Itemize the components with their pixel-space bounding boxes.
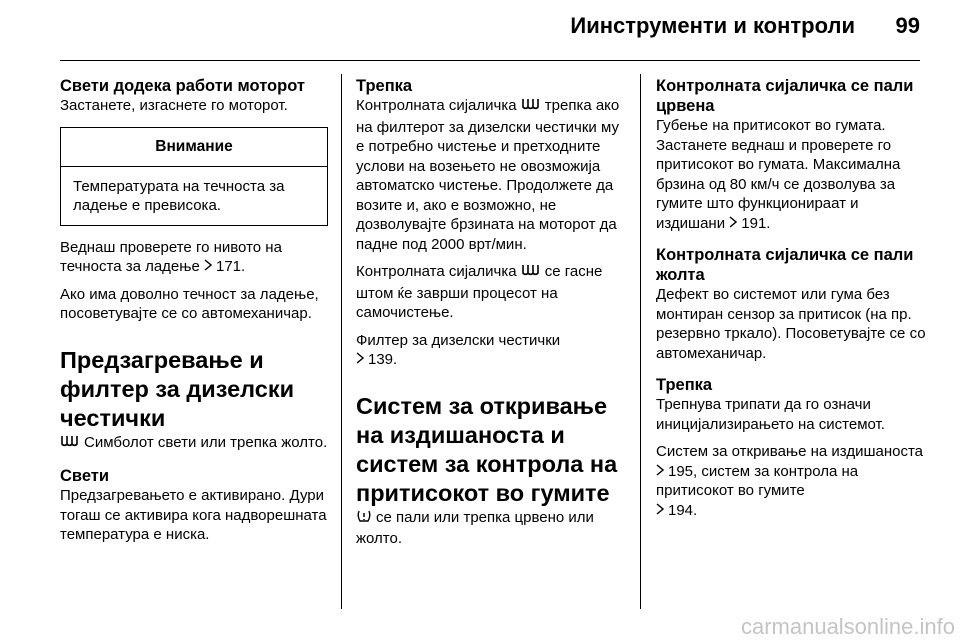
paragraph-enough-coolant: Ако има доволно течност за ладење, посоветувајте се со автомеханичар. <box>60 285 319 322</box>
page-header-title: Иинструменти и контроли <box>570 13 855 38</box>
column-divider-1 <box>341 74 342 609</box>
preheat-coil-icon <box>521 262 541 284</box>
paragraph-filter-ref: Филтер за дизелски честички 139. <box>356 331 561 368</box>
section-heading-flashing: Трепка <box>356 77 413 95</box>
warning-text: Температурата на течноста за ладење е превисока. <box>73 177 285 214</box>
header-divider <box>60 60 920 61</box>
column-1 <box>60 76 328 545</box>
section-heading-tyre-system: Систем за откривање на издишаноста и систем за контрола на притисокот во гумите <box>356 392 618 506</box>
warning-box <box>60 127 328 226</box>
watermark: carmanualsonline.info <box>740 614 955 639</box>
column-divider-2 <box>640 74 641 609</box>
page-reference-link[interactable]: 191. <box>741 214 771 232</box>
paragraph-flashing: Контролната сијаличка трепка ако на филтерот за дизелски честички му е потребно чистење и претходните услови на возењето не овозможија автоматско чистење. Продолжете да возите и, ако е возможно, не дозволувајте брзината на моторот да падне под 2000 врт/мин. <box>356 97 620 253</box>
warning-title: Внимание <box>61 128 327 167</box>
paragraph-symbol: Симболот свети или трепка жолто. <box>60 433 328 455</box>
paragraph-system-refs: Систем за откривање на издишаноста 195, систем за контрола на притисокот во гумите 194. <box>656 443 924 519</box>
paragraph-check-coolant: Веднаш проверете го нивото на течноста за ладење 171. <box>60 238 282 275</box>
section-heading-running: Свети додека работи моторот <box>60 77 305 95</box>
section-heading-red: Контролната сијаличка се пали црвена <box>656 77 914 115</box>
paragraph-system-fault: Дефект во системот или гума без монтиран сензор за притисок (на пр. резервно тркало). Посоветувајте се со автомеханичар. <box>656 286 926 362</box>
paragraph-light-off: Контролната сијаличка се гасне штом ќе заврши процесот на самочистење. <box>356 263 603 321</box>
page-reference-link[interactable]: 194. <box>668 501 698 519</box>
section-heading-yellow: Контролната сијаличка се пали жолта <box>656 246 914 284</box>
page-reference-link[interactable]: 171. <box>215 258 246 275</box>
section-text: Застанете, изгаснете го моторот. <box>60 97 288 114</box>
page-number: 99 <box>895 13 920 38</box>
section-heading-blink: Трепка <box>656 376 713 394</box>
paragraph-initialization: Трепнува трипати да го означи иницијализирањето на системот. <box>656 396 885 433</box>
reference-arrow-icon <box>356 350 364 370</box>
paragraph-tyre-light: се пали или трепка црвено или жолто. <box>356 508 594 547</box>
paragraph-pressure-loss: Губење на притисокот во гумата. Застанете веднаш и проверете го притисокот во гумата. Максимална брзина од 80 км/ч се дозволува за гумите што функционираат и издишани 191. <box>656 117 901 232</box>
page-reference-link[interactable]: 139. <box>368 351 398 368</box>
tyre-pressure-icon <box>356 509 372 530</box>
preheat-coil-icon <box>60 433 80 455</box>
section-heading-preheat: Предзагревање и филтер за дизелски честички <box>60 346 295 431</box>
preheat-coil-icon <box>521 96 541 118</box>
reference-arrow-icon <box>656 462 664 482</box>
reference-arrow-icon <box>204 257 212 277</box>
reference-arrow-icon <box>656 501 664 521</box>
page-reference-link[interactable]: 195, систем за контрола на притисокот во гумите <box>656 462 859 499</box>
paragraph-preheat-active: Предзагревањето е активирано. Дури тогаш се активира кога надворешната температура е ниска. <box>60 487 327 543</box>
reference-arrow-icon <box>729 214 737 234</box>
column-3 <box>656 76 928 520</box>
column-2 <box>356 76 628 549</box>
section-heading-lit: Свети <box>60 467 110 485</box>
